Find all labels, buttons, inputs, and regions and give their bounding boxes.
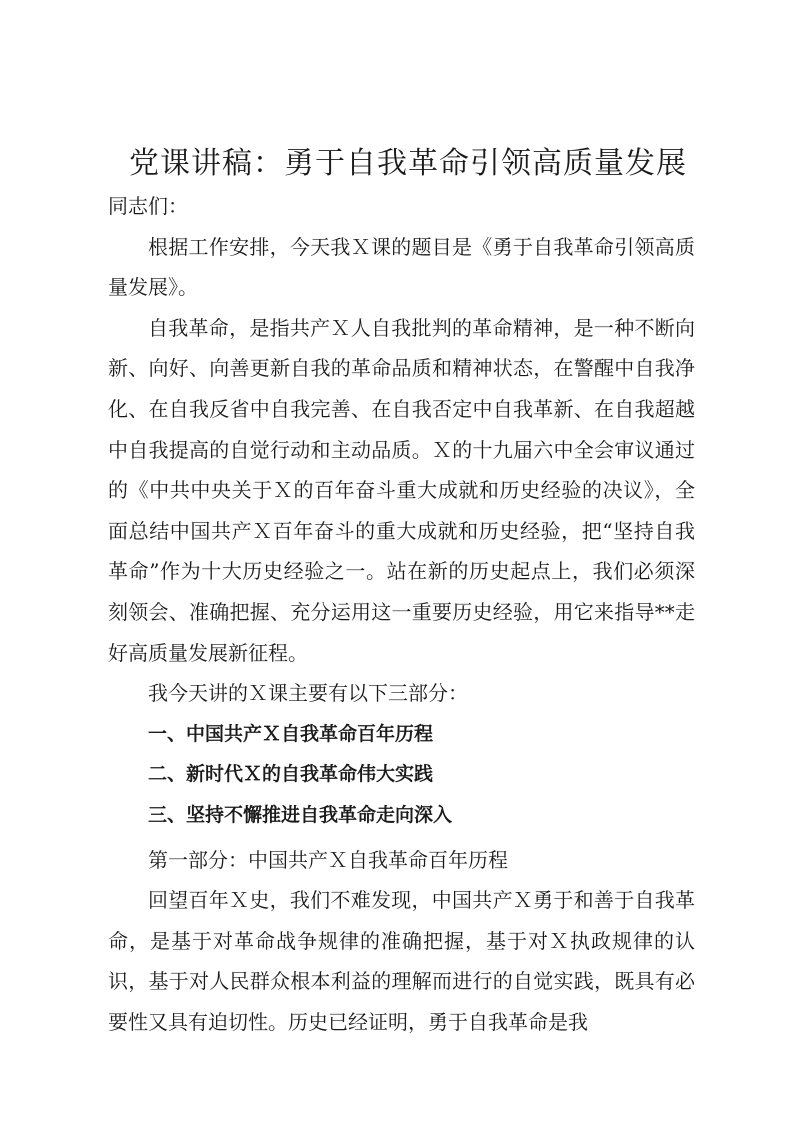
definition-paragraph: 自我革命，是指共产Ｘ人自我批判的革命精神，是一种不断向新、向好、向善更新自我的革命品质和精神状态，在警醒中自我净化、在自我反省中自我完善、在自我否定中自我革新、在自我超越中自我提高的自觉行动和主动品质。Ｘ的十九届六中全会审议通过的《中共中央关于Ｘ的百年奋斗重大成就和历史经验的决议》，全面总结中国共产Ｘ百年奋斗的重大成就和历史经验，把“坚持自我革命”作为十大历史经验之一。站在新的历史起点上，我们必须深刻领会、准确把握、充分运用这一重要历史经验，用它来指导**走好高质量发展新征程。 [108, 315, 695, 665]
part-one-paragraph: 回望百年Ｘ史，我们不难发现，中国共产Ｘ勇于和善于自我革命，是基于对革命战争规律的准确把握，基于对Ｘ执政规律的认识，基于对人民群众根本利益的理解而进行的自觉实践，既具有必要性又具有迫切性。历史已经证明，勇于自我革命是我 [108, 888, 695, 1034]
outline-item-2: 二、新时代Ｘ的自我革命伟大实践 [148, 763, 434, 786]
document-body [108, 186, 695, 1042]
outline-item-3: 三、坚持不懈推进自我革命走向深入 [148, 803, 453, 826]
intro-paragraph: 根据工作安排，今天我Ｘ课的题目是《勇于自我革命引领高质量发展》。 [108, 234, 695, 300]
document-title: 党课讲稿：勇于自我革命引领高质量发展 [129, 146, 687, 181]
salutation: 同志们： [108, 194, 188, 218]
outline-item-1: 一、中国共产Ｘ自我革命百年历程 [148, 722, 434, 745]
part-one-heading: 第一部分：中国共产Ｘ自我革命百年历程 [148, 847, 508, 872]
outline-intro-paragraph: 我今天讲的Ｘ课主要有以下三部分： [148, 681, 468, 706]
